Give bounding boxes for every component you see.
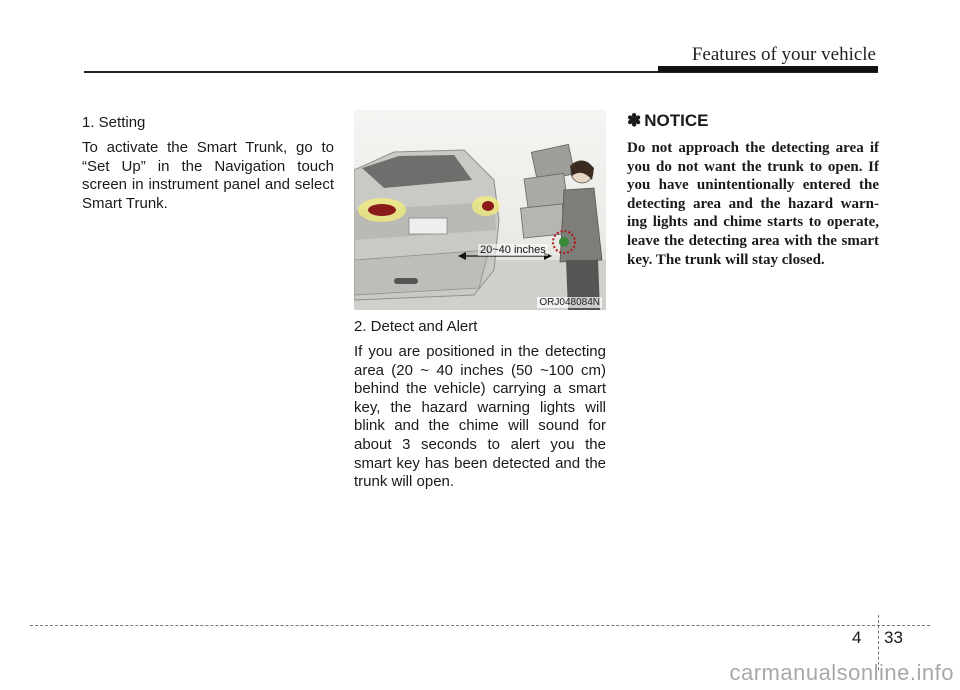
column-detect-alert xyxy=(354,110,606,492)
notice-title-text: NOTICE xyxy=(644,111,709,130)
exhaust-pipe xyxy=(394,278,418,284)
asterisk-icon: ✽ xyxy=(627,111,642,130)
footer-rule xyxy=(30,625,930,626)
section-title: Features of your vehicle xyxy=(691,44,876,65)
car-and-person-drawing xyxy=(354,110,606,310)
left-tail-light xyxy=(368,204,396,216)
detect-alert-paragraph: If you are positioned in the detecting area (20 ~ 40 inches (50 ~100 cm) behind the vehicle) carrying a smart key, the hazard warning lights will blink and the chime will sound for about 3 seconds to alert you the smart key has been detected and the trunk will open. xyxy=(354,343,606,491)
license-plate xyxy=(409,218,447,234)
watermark: carmanualsonline.info xyxy=(729,660,954,685)
setting-heading: 1. Setting xyxy=(82,114,146,131)
person-torso xyxy=(560,188,602,262)
page-number: 33 xyxy=(884,628,903,647)
distance-label: 20~40 inches xyxy=(480,244,546,256)
setting-paragraph: To activate the Smart Trunk, go to “Set Up” in the Navigation touch screen in instrument panel and select Smart Trunk. xyxy=(82,139,334,212)
figure-code: ORJ048084N xyxy=(539,297,600,308)
column-setting xyxy=(82,110,334,213)
notice-paragraph: Do not approach the detecting area if you do not want the trunk to open. If you have unintentionally entered the detecting area and the hazard warn-ing lights and chime starts to operate, leave the detecting area with the smart key. The trunk will stay closed. xyxy=(627,140,879,268)
column-notice xyxy=(627,110,879,269)
smart-trunk-illustration xyxy=(354,110,606,310)
right-tail-light xyxy=(482,201,494,211)
header-accent-bar xyxy=(658,66,878,72)
smart-key-icon xyxy=(559,237,569,247)
detect-alert-heading: 2. Detect and Alert xyxy=(354,318,478,335)
notice-heading xyxy=(627,111,879,131)
chapter-number: 4 xyxy=(852,628,862,647)
